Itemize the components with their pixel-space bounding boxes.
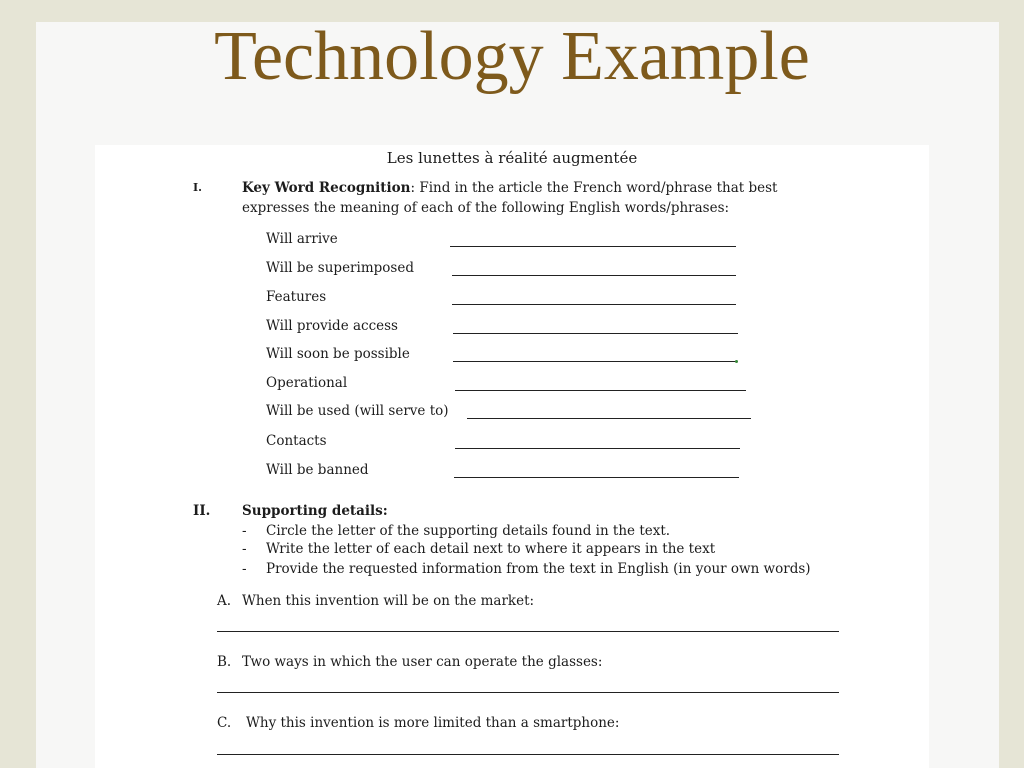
keyword-item: Will be banned	[266, 462, 369, 478]
keyword-item: Will be used (will serve to)	[266, 403, 449, 419]
answer-line	[453, 333, 738, 334]
keyword-item: Will be superimposed	[266, 260, 414, 276]
answer-line	[455, 390, 746, 391]
keyword-item: Contacts	[266, 433, 327, 449]
section-1-intro	[242, 178, 777, 199]
answer-line	[452, 275, 736, 276]
answer-line	[452, 304, 736, 305]
answer-line	[467, 418, 751, 419]
section-2-heading: Supporting details:	[242, 503, 388, 519]
answer-line	[453, 361, 737, 362]
answer-line	[450, 246, 736, 247]
keyword-item: Operational	[266, 375, 348, 391]
keyword-item: Will provide access	[266, 318, 398, 334]
section-1-heading: Key Word Recognition	[242, 180, 411, 196]
question-text: Why this invention is more limited than a smartphone:	[246, 715, 620, 731]
slide-title: Technology Example	[214, 18, 810, 95]
section-1-intro-line1: : Find in the article the French word/phrase that best	[410, 180, 778, 196]
ink-dot	[735, 360, 738, 363]
answer-line	[455, 448, 740, 449]
bullet-dash: -	[242, 523, 247, 539]
question-letter: A.	[217, 593, 232, 609]
question-text: Two ways in which the user can operate the glasses:	[242, 654, 603, 670]
bullet-item: Provide the requested information from the text in English (in your own words)	[266, 561, 811, 577]
answer-line	[454, 477, 739, 478]
question-letter: C.	[217, 715, 232, 731]
answer-line	[217, 754, 839, 755]
section-1-intro-line2: expresses the meaning of each of the following English words/phrases:	[242, 200, 730, 216]
answer-line	[217, 692, 839, 693]
answer-line	[217, 631, 839, 632]
keyword-item: Will soon be possible	[266, 346, 410, 362]
section-1-number: I.	[193, 181, 202, 194]
bullet-dash: -	[242, 541, 247, 557]
bullet-item: Circle the letter of the supporting details found in the text.	[266, 523, 671, 539]
question-letter: B.	[217, 654, 232, 670]
bullet-item: Write the letter of each detail next to where it appears in the text	[266, 541, 716, 557]
bullet-dash: -	[242, 561, 247, 577]
worksheet-document	[95, 145, 929, 768]
keyword-item: Features	[266, 289, 327, 305]
document-title: Les lunettes à réalité augmentée	[386, 149, 638, 167]
section-2-number: II.	[193, 503, 211, 519]
keyword-item: Will arrive	[266, 231, 338, 247]
question-text: When this invention will be on the market:	[242, 593, 535, 609]
